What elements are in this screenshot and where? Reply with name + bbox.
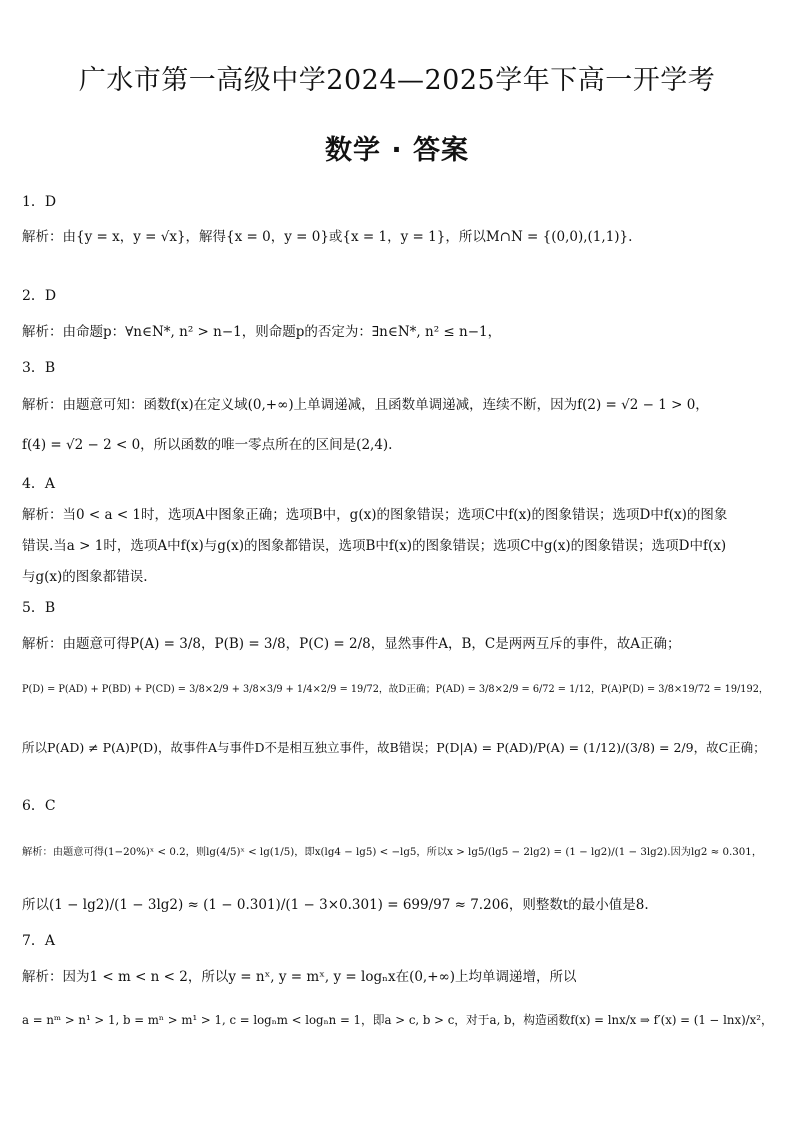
question-answer-label: 7．A: [22, 933, 56, 949]
page-title: 广水市第一高级中学2024—2025学年下高一开学考: [78, 65, 716, 96]
question-answer-label: 5．B: [22, 600, 56, 616]
solution-line: 错误.当a > 1时，选项A中f(x)与g(x)的图象都错误，选项B中f(x)的图象错误；选项C中g(x)的图象错误；选项D中f(x): [22, 538, 727, 554]
solution-line: 解析：由{y = x，y = √x}，解得{x = 0，y = 0}或{x = 1，y = 1}，所以M∩N = {(0,0),(1,1)}.: [22, 229, 633, 245]
solution-line: 与g(x)的图象都错误.: [22, 569, 148, 585]
solution-line: 解析：因为1 < m < n < 2，所以y = nˣ, y = mˣ, y = logₙx在(0,+∞)上均单调递增，所以: [22, 969, 577, 985]
solution-line: 解析：由命题p：∀n∈N*, n² > n−1，则命题p的否定为：∃n∈N*, n² ≤ n−1，: [22, 324, 502, 340]
question-answer-label: 3．B: [22, 360, 56, 376]
solution-line: 解析：由题意可得P(A) = 3/8，P(B) = 3/8，P(C) = 2/8，显然事件A，B，C是两两互斥的事件，故A正确；: [22, 636, 681, 652]
solution-line: 所以(1 − lg2)/(1 − 3lg2) ≈ (1 − 0.301)/(1 − 3×0.301) = 699/97 ≈ 7.206，则整数t的最小值是8.: [22, 897, 649, 913]
solution-line: a = nᵐ > n¹ > 1, b = mⁿ > m¹ > 1, c = logₙm < logₙn = 1，即a > c, b > c，对于a, b，构造函数f(x) = lnx/x ⇒ f′(x) = (1 − lnx)/x²，: [22, 1013, 773, 1027]
solution-line: P(D) = P(AD) + P(BD) + P(CD) = 3/8×2/9 + 3/8×3/9 + 1/4×2/9 = 19/72，故D正确；P(AD) = 3/8×2/9 = 6/72 = 1/12，P(A)P(D) = 3/8×19/72 = 19/192，: [22, 684, 769, 695]
page-subtitle: 数学 · 答案: [324, 135, 470, 166]
question-answer-label: 4．A: [22, 476, 56, 492]
question-answer-label: 1．D: [22, 194, 57, 210]
question-answer-label: 2．D: [22, 288, 57, 304]
solution-line: 解析：当0 < a < 1时，选项A中图象正确；选项B中，g(x)的图象错误；选项C中f(x)的图象错误；选项D中f(x)的图象: [22, 507, 728, 523]
solution-line: 所以P(AD) ≠ P(A)P(D)，故事件A与事件D不是相互独立事件，故B错误；P(D|A) = P(AD)/P(A) = (1/12)/(3/8) = 2/9，故C正确；: [22, 740, 766, 755]
solution-line: 解析：由题意可得(1−20%)ˣ < 0.2，则lg(4/5)ˣ < lg(1/5)，即x(lg4 − lg5) < −lg5，所以x > lg5/(lg5 − 2lg2) = (1 − lg2)/(1 − 3lg2).因为lg2 ≈ 0.301，: [22, 846, 763, 858]
solution-line: 解析：由题意可知：函数f(x)在定义域(0,+∞)上单调递减，且函数单调递减，连续不断，因为f(2) = √2 − 1 > 0，: [22, 397, 709, 413]
question-answer-label: 6．C: [22, 798, 56, 814]
solution-line: f(4) = √2 − 2 < 0，所以函数的唯一零点所在的区间是(2,4).: [22, 437, 393, 453]
